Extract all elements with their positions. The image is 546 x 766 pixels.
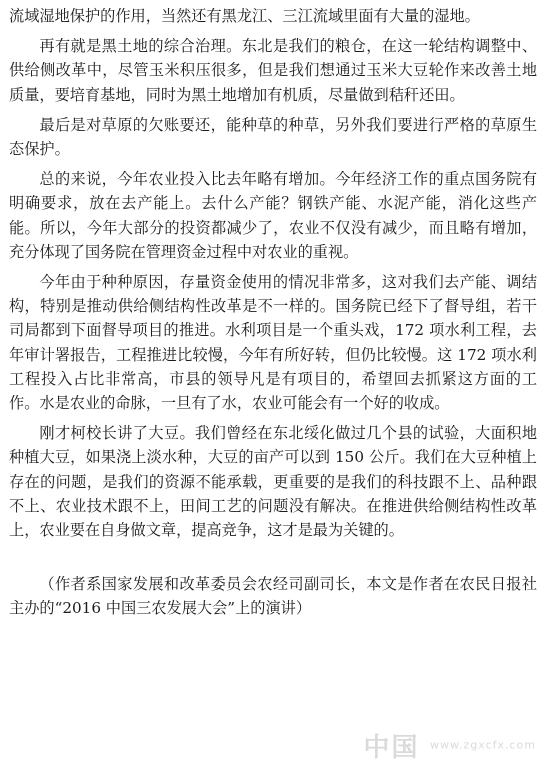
watermark-url: www.zgxcfx.com	[430, 738, 536, 752]
paragraph-1: 流域湿地保护的作用，当然还有黑龙江、三江流域里面有大量的湿地。	[9, 7, 480, 25]
watermark-logo: 中国	[363, 733, 420, 763]
author-note: （作者系国家发展和改革委员会农经司副司长，本文是作者在农民日报社主办的“2016 中国三农发展大会”上的演讲）	[9, 575, 537, 618]
site-watermark	[364, 727, 537, 764]
paragraph-2: 再有就是黑土地的综合治理。东北是我们的粮仓，在这一轮结构调整中、供给侧改革中，尽管玉米积压很多，但是我们想通过玉米大豆轮作来改善土地质量，要培育基地，同时为黑土地增加有机质，尽量做到秸秆还田。	[9, 37, 537, 104]
paragraph-5: 今年由于种种原因，存量资金使用的情况非常多，这对我们去产能、调结构，特别是推动供给侧结构性改革是不一样的。国务院已经下了督导组，若干司局都到下面督导项目的推进。水利项目是一个重头戏，172 项水利工程，去年审计署报告，工程推进比较慢，今年有所好转，但仍比较慢。这 172 项水利工程投入占比非常高，市县的领导凡是有项目的，希望回去抓紧这方面的工作。水是农业的命脉，一旦有了水，农业可能会有一个好的收成。	[9, 273, 537, 413]
paragraph-4: 总的来说，今年农业投入比去年略有增加。今年经济工作的重点国务院有明确要求，放在去产能上。去什么产能？钢铁产能、水泥产能，消化这些产能。所以，今年大部分的投资都减少了，农业不仅没有减少，而且略有增加，充分体现了国务院在管理资金过程中对农业的重视。	[9, 170, 537, 261]
spacer	[9, 548, 537, 572]
paragraph-6: 刚才柯校长讲了大豆。我们曾经在东北绥化做过几个县的试验，大面积地种植大豆，如果浇上淡水种，大豆的亩产可以到 150 公斤。我们在大豆种植上存在的问题，是我们的资源不能承载，更重要的是我们的科技跟不上、品种跟不上、农业技术跟不上，田间工艺的问题没有解决。在推进供给侧结构性改革上，农业要在自身做文章，提高竞争，这才是最为关键的。	[9, 424, 537, 540]
paragraph-3: 最后是对草原的欠账要还，能种草的种草，另外我们要进行严格的草原生态保护。	[9, 115, 537, 159]
